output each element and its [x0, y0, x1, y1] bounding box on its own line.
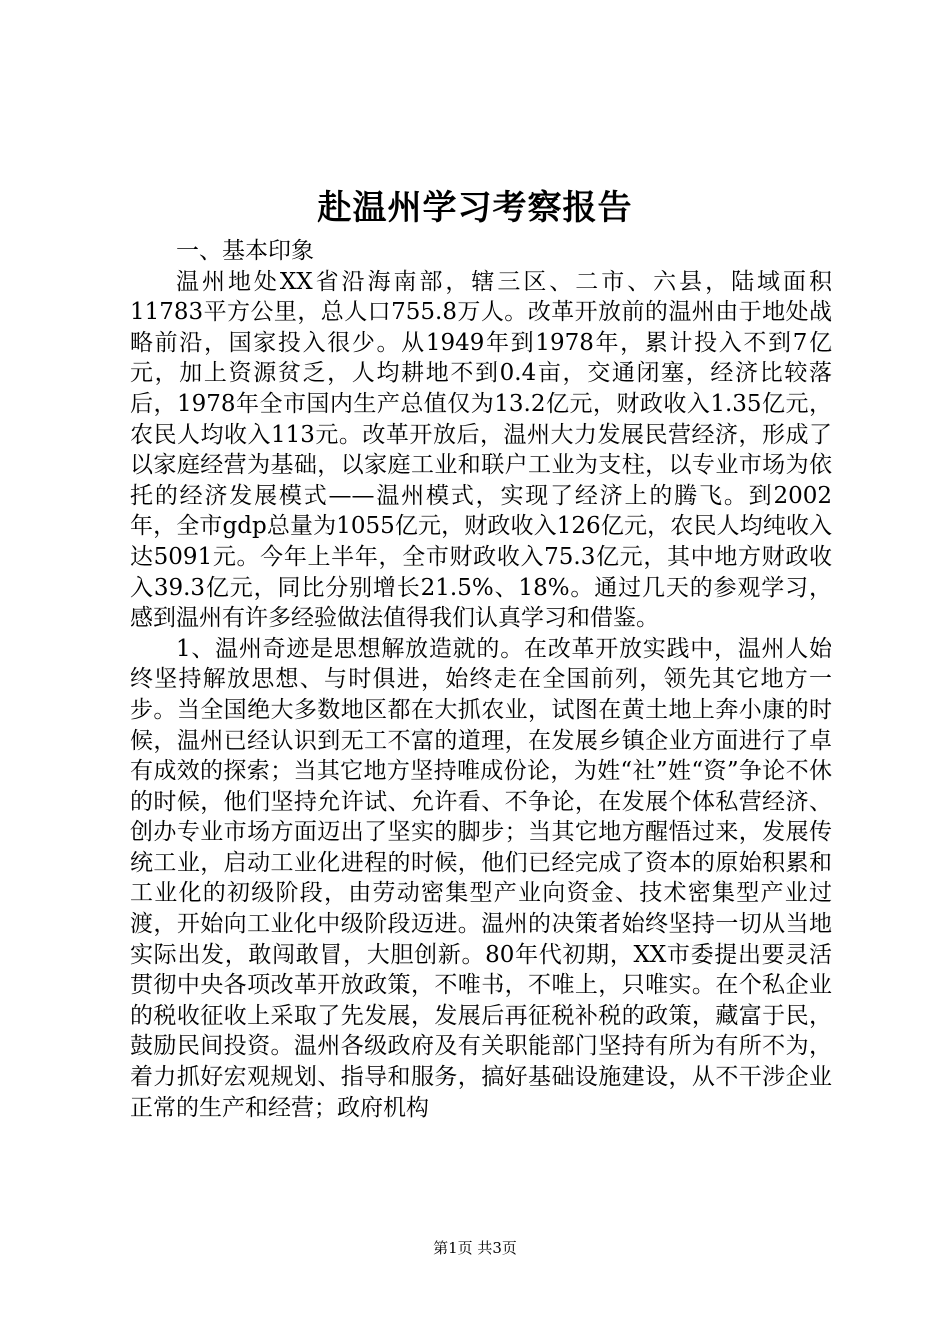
document-body: [130, 236, 832, 1123]
page-footer: 第1页 共3页: [433, 1239, 517, 1257]
paragraph: 1、温州奇迹是思想解放造就的。在改革开放实践中，温州人始终坚持解放思想、与时俱进，始终走在全国前列，领先其它地方一步。当全国绝大多数地区都在大抓农业，试图在黄土地上奔小康的时候，温州已经认识到无工不富的道理，在发展乡镇企业方面进行了卓有成效的探索；当其它地方坚持唯成份论，为姓“社”姓“资”争论不休的时候，他们坚持允许试、允许看、不争论，在发展个体私营经济、创办专业市场方面迈出了坚实的脚步；当其它地方醒悟过来，发展传统工业，启动工业化进程的时候，他们已经完成了资本的原始积累和工业化的初级阶段，由劳动密集型产业向资金、技术密集型产业过渡，开始向工业化中级阶段迈进。温州的决策者始终坚持一切从当地实际出发，敢闯敢冒，大胆创新。80年代初期，XX市委提出要灵活贯彻中央各项改革开放政策，不唯书，不唯上，只唯实。在个私企业的税收征收上采取了先发展，发展后再征税补税的政策，藏富于民，鼓励民间投资。温州各级政府及有关职能部门坚持有所为有所不为，着力抓好宏观规划、指导和服务，搞好基础设施建设，从不干涉企业正常的生产和经营；政府机构: [130, 635, 832, 1121]
section-heading: 一、基本印象: [176, 238, 314, 264]
paragraph: 温州地处XX省沿海南部，辖三区、二市、六县，陆域面积11783平方公里，总人口755.8万人。改革开放前的温州由于地处战略前沿，国家投入很少。从1949年到1978年，累计投入不到7亿元，加上资源贫乏，人均耕地不到0.4亩，交通闭塞，经济比较落后，1978年全市国内生产总值仅为13.2亿元，财政收入1.35亿元，农民人均收入113元。改革开放后，温州大力发展民营经济，形成了以家庭经营为基础，以家庭工业和联户工业为支柱，以专业市场为依托的经济发展模式——温州模式，实现了经济上的腾飞。到2002年，全市gdp总量为1055亿元，财政收入126亿元，农民人均纯收入达5091元。今年上半年，全市财政收入75.3亿元，其中地方财政收入39.3亿元，同比分别增长21.5%、18%。通过几天的参观学习，感到温州有许多经验做法值得我们认真学习和借鉴。: [130, 268, 832, 632]
document-title: 赴温州学习考察报告: [317, 188, 633, 228]
